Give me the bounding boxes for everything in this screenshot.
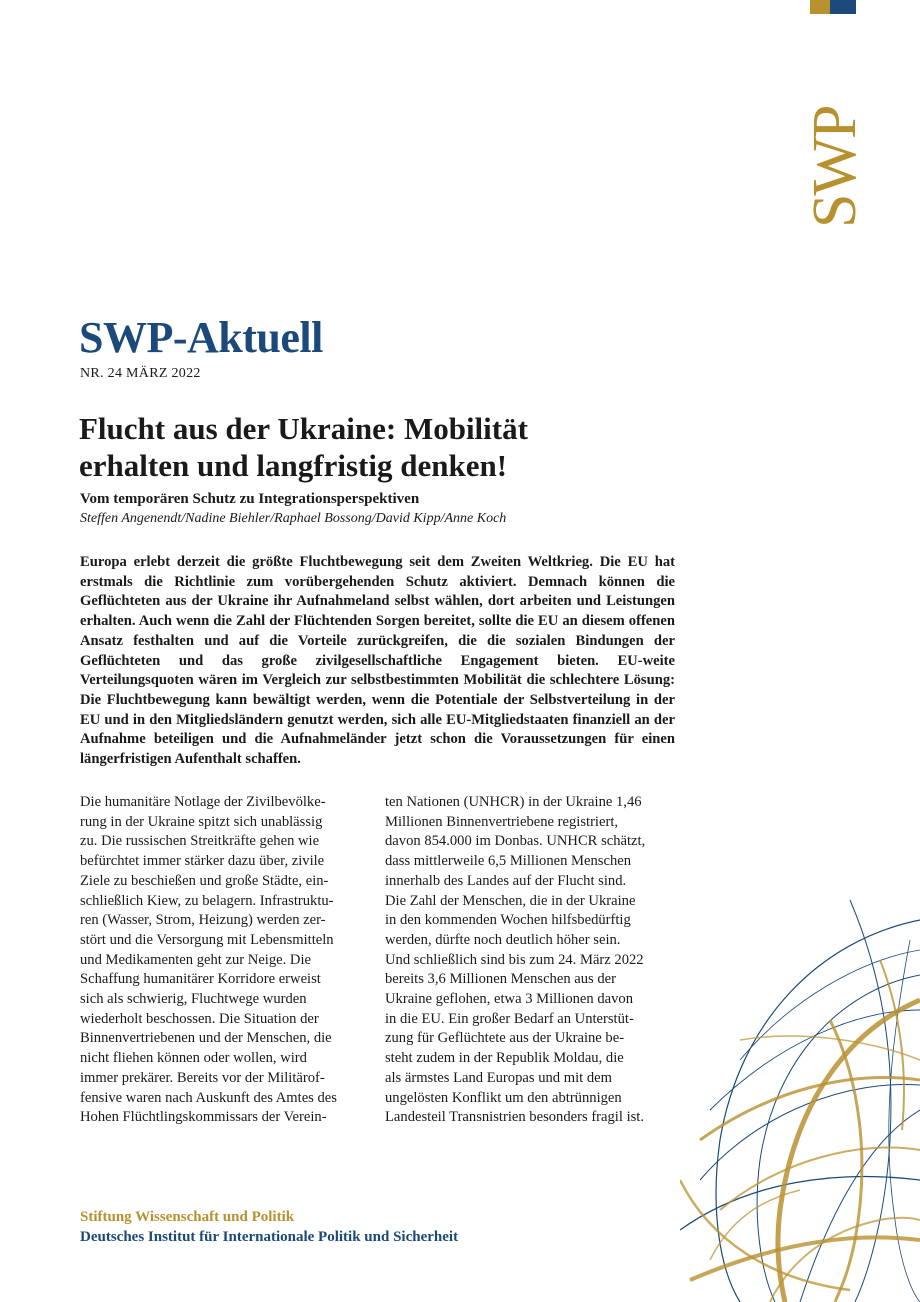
body-line: ungelösten Konflikt um den abtrünnigen	[385, 1089, 622, 1106]
body-line: schließlich Kiew, zu belagern. Infrastruktu-	[80, 892, 334, 909]
swp-logo: SWP	[801, 106, 869, 228]
body-line: befürchtet immer stärker dazu über, zivile	[80, 853, 325, 870]
body-line: in den kommenden Wochen hilfsbedürftig	[385, 912, 631, 929]
body-line: ren (Wasser, Strom, Heizung) werden zer-	[80, 912, 326, 929]
body-column-right	[385, 793, 677, 1128]
article-title	[79, 410, 699, 484]
body-line: innerhalb des Landes auf der Flucht sind.	[385, 872, 627, 889]
body-line: fensive waren nach Auskunft des Amtes des	[80, 1089, 337, 1106]
body-line: als ärmstes Land Europas und mit dem	[385, 1069, 612, 1086]
footer-institute-name: Deutsches Institut für Internationale Politik und Sicherheit	[80, 1229, 459, 1245]
body-line: bereits 3,6 Millionen Menschen aus der	[385, 971, 617, 988]
body-line: dass mittlerweile 6,5 Millionen Menschen	[385, 853, 632, 870]
body-line: Die humanitäre Notlage der Zivilbevölke-	[80, 794, 326, 810]
corner-blue-block	[830, 0, 856, 14]
body-line: wiederholt beschossen. Die Situation der	[80, 1010, 319, 1027]
body-line: Ziele zu beschießen und große Städte, ein-	[80, 872, 329, 889]
globe-lines-graphic	[680, 880, 920, 1302]
body-line: rung in der Ukraine spitzt sich unablässig	[80, 813, 323, 830]
body-line: davon 854.000 im Donbas. UNHCR schätzt,	[385, 833, 646, 850]
body-line: werden, dürfte noch deutlich höher sein.	[385, 931, 621, 948]
body-line: nicht fliehen können oder wollen, wird	[80, 1050, 307, 1067]
body-line: Landesteil Transnistrien besonders fragil ist.	[385, 1109, 645, 1126]
body-column-left	[80, 793, 372, 1128]
body-line: in die EU. Ein großer Bedarf an Unterstüt-	[385, 1010, 634, 1027]
body-line: sich als schwierig, Fluchtwege wurden	[80, 991, 307, 1008]
body-line: Ukraine geflohen, etwa 3 Millionen davon	[385, 991, 634, 1008]
body-line: Schaffung humanitärer Korridore erweist	[80, 971, 321, 988]
body-line: ten Nationen (UNHCR) in der Ukraine 1,46	[385, 794, 642, 810]
footer-foundation-name: Stiftung Wissenschaft und Politik	[80, 1209, 295, 1225]
body-line: Und schließlich sind bis zum 24. März 2022	[385, 951, 644, 968]
body-line: Binnenvertriebenen und der Menschen, die	[80, 1030, 332, 1047]
body-line: zung für Geflüchtete aus der Ukraine be-	[385, 1030, 625, 1047]
body-line: stört und die Versorgung mit Lebensmitteln	[80, 931, 334, 948]
title-line-1: Flucht aus der Ukraine: Mobilität	[79, 411, 528, 446]
body-line: immer prekärer. Bereits vor der Militärof-	[80, 1069, 325, 1086]
body-line: und Medikamenten geht zur Neige. Die	[80, 951, 311, 968]
title-line-2: erhalten und langfristig denken!	[79, 448, 508, 483]
body-line: Millionen Binnenvertriebene registriert,	[385, 813, 619, 830]
body-line: zu. Die russischen Streitkräfte gehen wie	[80, 833, 320, 850]
body-line: Hohen Flüchtlingskommissars der Verein-	[80, 1109, 327, 1126]
issue-number: NR. 24 MÄRZ 2022	[80, 366, 201, 381]
article-authors: Steffen Angenendt/Nadine Biehler/Raphael Bossong/David Kipp/Anne Koch	[80, 511, 507, 526]
article-subtitle: Vom temporären Schutz zu Integrationsperspektiven	[80, 491, 420, 507]
body-line: Die Zahl der Menschen, die in der Ukraine	[385, 892, 636, 909]
body-line: steht zudem in der Republik Moldau, die	[385, 1050, 624, 1067]
series-title: SWP-Aktuell	[79, 313, 323, 362]
corner-gold-block	[810, 0, 830, 14]
article-abstract: Europa erlebt derzeit die größte Fluchtbewegung seit dem Zweiten Weltkrieg. Die EU hat erstmals die Richtlinie zum vorübergehenden Schutz aktiviert. Demnach können die Geflüchteten aus der Ukraine ihr Aufnahmeland selbst wählen, dort arbeiten und Leistungen erhalten. Auch wenn die Zahl der Flüchtenden Sorgen bereitet, sollte die EU an diesem offenen Ansatz festhalten und auf die Vorteile zurückgreifen, die die sozialen Bindungen der Geflüchteten und das große zivilgesellschaftliche Engagement bieten. EU-weite Verteilungsquoten wären im Vergleich zur selbstbestimmten Mobilität die schlechtere Lösung: Die Fluchtbewegung kann bewältigt werden, wenn die Potentiale der Selbstverteilung in der EU und in den Mitgliedsländern genutzt werden, sich alle EU-Mitgliedstaaten finanziell an der Aufnahme beteiligen und die Aufnahmeländer jetzt schon die Voraussetzungen für einen längerfristigen Aufenthalt schaffen.	[80, 554, 675, 768]
